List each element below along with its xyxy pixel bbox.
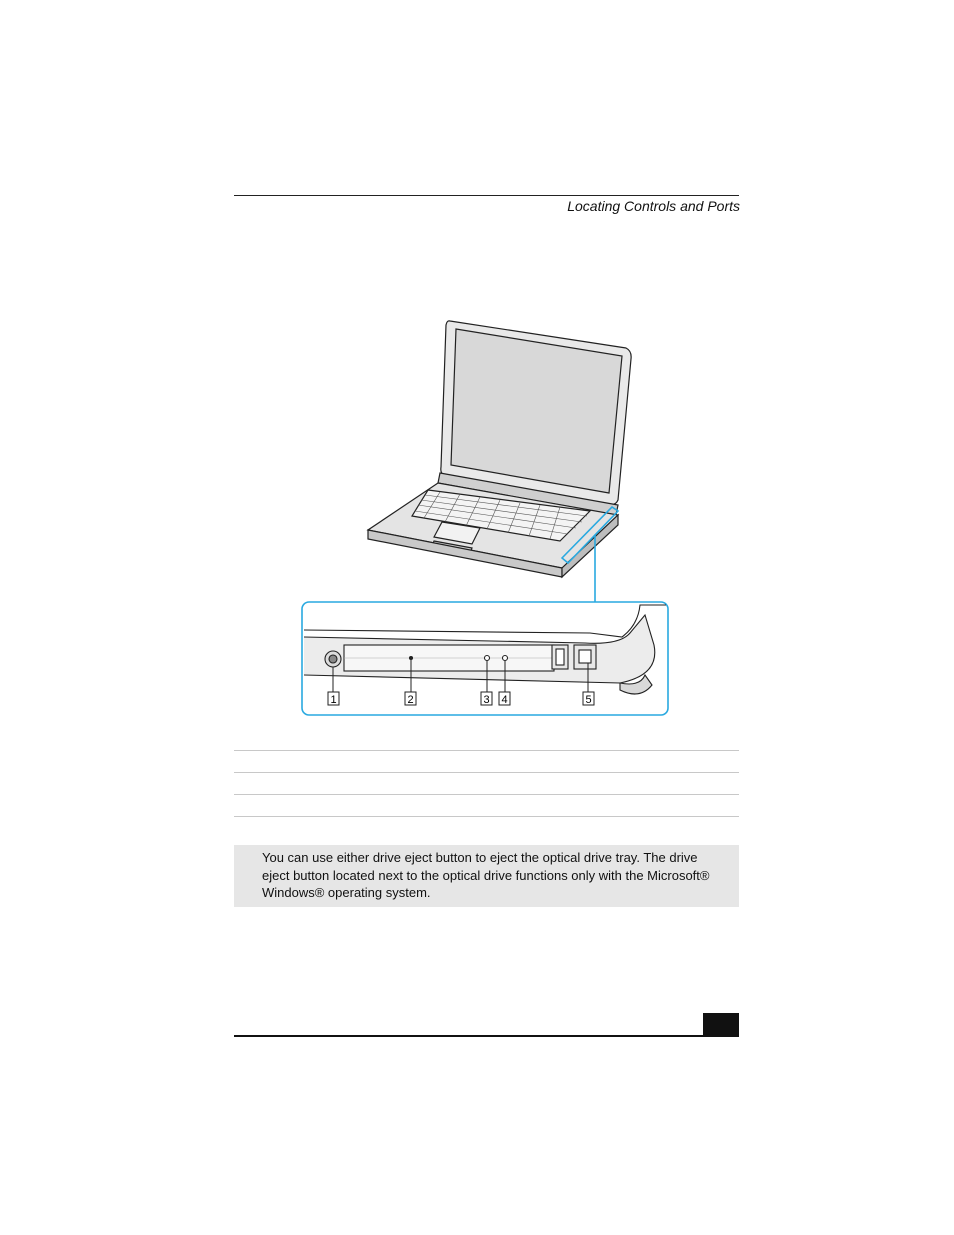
callout-marker-3 xyxy=(481,692,492,706)
header-rule xyxy=(234,195,739,196)
note-box xyxy=(234,845,739,907)
footer-rule xyxy=(234,1035,739,1037)
table-row-divider xyxy=(234,750,739,751)
table-row-divider xyxy=(234,772,739,773)
callout-marker-1 xyxy=(328,692,339,706)
table-row-divider xyxy=(234,816,739,817)
callout-number-1: 1 xyxy=(330,694,337,706)
callout-number-3: 3 xyxy=(483,694,490,706)
callout-number-5: 5 xyxy=(585,694,592,706)
callout-marker-5 xyxy=(583,692,594,706)
page-number-tab xyxy=(703,1013,739,1036)
callout-marker-2 xyxy=(405,692,416,706)
laptop-illustration xyxy=(300,315,672,717)
laptop-front-figure xyxy=(300,315,672,717)
callout-number-2: 2 xyxy=(407,694,414,706)
table-row-divider xyxy=(234,794,739,795)
section-title: Locating Controls and Ports xyxy=(567,198,740,214)
note-text: You can use either drive eject button to eject the optical drive tray. The drive eject button located next to the optical drive functions only with the Microsoft® Windows® operating system. xyxy=(262,850,710,900)
callout-marker-4 xyxy=(499,692,510,706)
callout-number-4: 4 xyxy=(501,694,508,706)
